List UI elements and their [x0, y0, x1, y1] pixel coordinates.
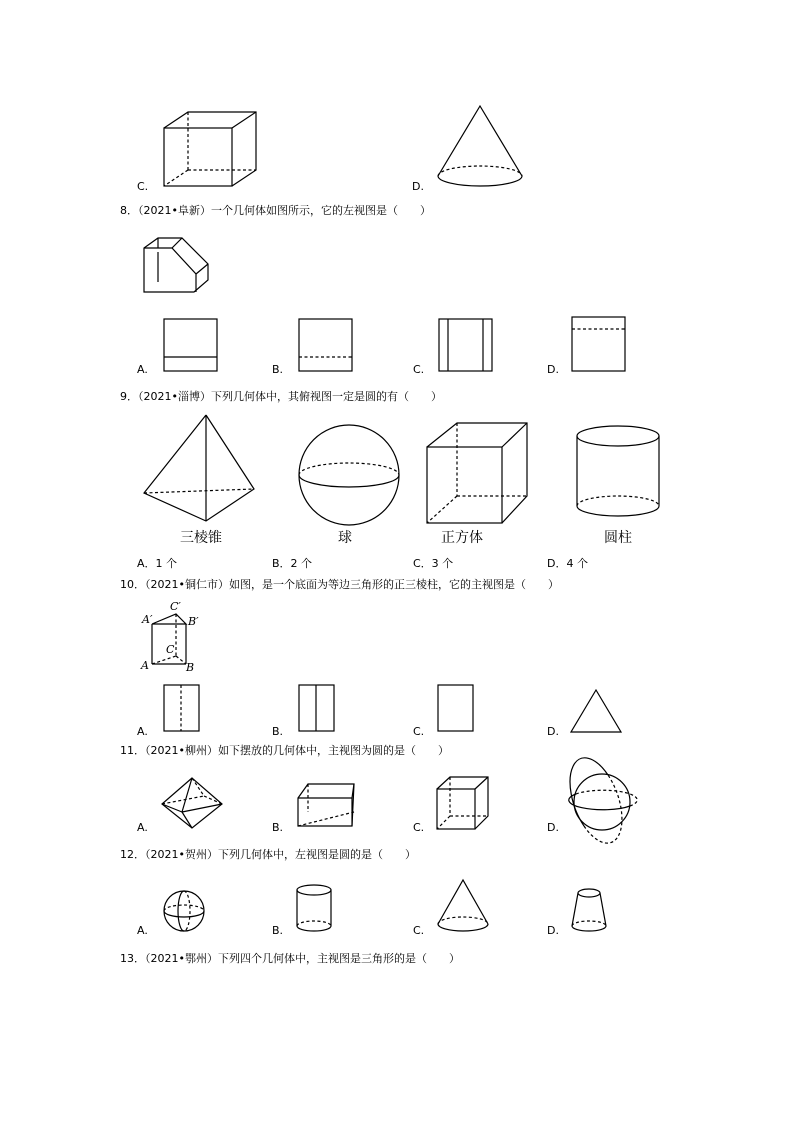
q8-option-a-label[interactable]: A.: [137, 363, 148, 376]
q11-option-c-cube: [436, 776, 490, 832]
q10-option-d-figure: [569, 688, 623, 734]
q8-option-d-label[interactable]: D.: [547, 363, 559, 376]
q12-option-a-sphere: [163, 890, 207, 934]
q10-option-c-figure: [437, 684, 475, 734]
q13-stem: 13．（2021•鄂州）下列四个几何体中，主视图是三角形的是（ ）: [120, 952, 460, 965]
q10-stem: 10．（2021•铜仁市）如图，是一个底面为等边三角形的正三棱柱，它的主视图是（ ）: [120, 578, 559, 591]
q11-option-d-sphere: [572, 772, 634, 834]
q12-stem: 12．（2021•贺州）下列几何体中，左视图是圆的是（ ）: [120, 848, 416, 861]
q10-option-c-label[interactable]: C.: [413, 725, 425, 738]
q9-option-a[interactable]: A．1 个: [137, 557, 178, 570]
top-option-c-label[interactable]: C.: [137, 180, 149, 193]
q9-option-b[interactable]: B．2 个: [272, 557, 313, 570]
q9-caption-sphere: 球: [338, 530, 352, 546]
top-option-d-cone: [436, 104, 526, 192]
q9-cylinder: [576, 424, 662, 520]
q10-label-c: C: [166, 643, 175, 656]
top-option-d-label[interactable]: D.: [412, 180, 424, 193]
q10-option-b-label[interactable]: B.: [272, 725, 284, 738]
q12-option-c-label[interactable]: C.: [413, 924, 425, 937]
q9-sphere: [298, 424, 402, 528]
q9-cube: [426, 422, 530, 526]
q9-caption-cylinder: 圆柱: [604, 530, 632, 546]
q10-option-b-figure: [298, 684, 336, 734]
q11-option-a-octahedron: [160, 776, 226, 830]
q12-option-a-label[interactable]: A.: [137, 924, 148, 937]
q11-option-d-label[interactable]: D.: [547, 821, 559, 834]
q12-option-b-label[interactable]: B.: [272, 924, 284, 937]
q10-option-d-label[interactable]: D.: [547, 725, 559, 738]
q9-caption-pyramid: 三棱锥: [180, 530, 222, 546]
q12-option-c-cone: [436, 878, 492, 936]
q10-label-a: A: [141, 659, 149, 672]
q10-option-a-figure: [163, 684, 201, 734]
q8-stem: 8．（2021•阜新）一个几何体如图所示，它的左视图是（ ）: [120, 204, 431, 217]
q11-option-c-label[interactable]: C.: [413, 821, 425, 834]
q8-option-d-figure: [571, 316, 627, 374]
q11-option-a-label[interactable]: A.: [137, 821, 148, 834]
q10-prism-figure: [140, 598, 210, 674]
q9-option-d[interactable]: D．4 个: [547, 557, 588, 570]
q8-option-a-figure: [163, 318, 219, 374]
q11-stem: 11．（2021•柳州）如下摆放的几何体中，主视图为圆的是（ ）: [120, 744, 449, 757]
q9-option-c[interactable]: C．3 个: [413, 557, 454, 570]
q12-option-d-frustum: [570, 888, 610, 934]
q11-option-b-prism: [296, 782, 356, 832]
q11-option-b-label[interactable]: B.: [272, 821, 284, 834]
q10-option-a-label[interactable]: A.: [137, 725, 148, 738]
q9-triangular-pyramid: [142, 413, 257, 525]
q10-label-c-prime: C′: [170, 600, 181, 613]
q8-solid-figure: [142, 234, 212, 294]
q8-option-c-label[interactable]: C.: [413, 363, 425, 376]
q10-label-a-prime: A′: [142, 613, 153, 626]
q10-label-b: B: [186, 661, 195, 674]
q8-option-c-figure: [438, 318, 494, 374]
q8-option-b-figure: [298, 318, 354, 374]
q9-caption-cube: 正方体: [441, 530, 483, 546]
q12-option-b-cylinder: [296, 884, 334, 934]
top-option-c-cube: [162, 110, 257, 190]
q8-option-b-label[interactable]: B.: [272, 363, 284, 376]
q9-stem: 9．（2021•淄博）下列几何体中，其俯视图一定是圆的有（ ）: [120, 390, 442, 403]
q10-label-b-prime: B′: [188, 615, 199, 628]
q12-option-d-label[interactable]: D.: [547, 924, 559, 937]
